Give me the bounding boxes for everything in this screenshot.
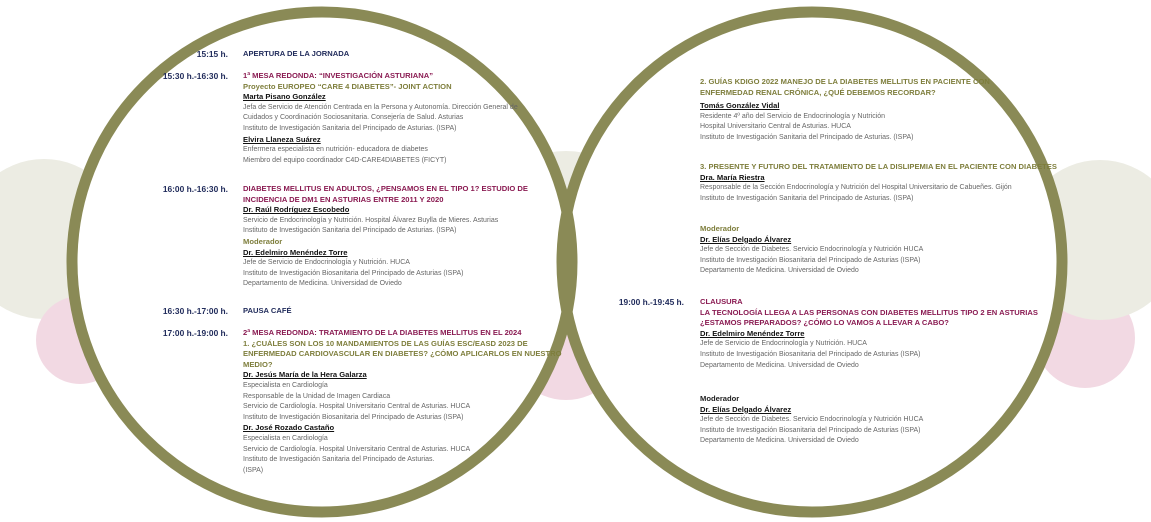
time-pausa: 16:30 h.-17:00 h. — [162, 306, 228, 316]
speaker-affiliation: Instituto de Investigación Biosanitaria del Principado de Asturias (ISPA) — [243, 413, 464, 421]
speaker-affiliation: Instituto de Investigación Sanitaria del Principado de Asturias. (ISPA) — [243, 227, 457, 235]
session-title: 2. GUÍAS KDIGO 2022 MANEJO DE LA DIABETES MELLITUS EN PACIENTE CON — [700, 77, 990, 86]
session-subtitle: MEDIO? — [243, 359, 273, 369]
moderator-affiliation: Departamento de Medicina. Universidad de Oviedo — [700, 267, 859, 275]
speaker-name: Tomás González Vidal — [700, 101, 780, 111]
session-dm1-talk — [243, 184, 528, 290]
session-dislipemia — [700, 162, 1057, 204]
moderator-affiliation: Instituto de Investigación Biosanitaria del Principado de Asturias (ISPA) — [700, 426, 921, 434]
session-title: DIABETES MELLITUS EN ADULTOS, ¿PENSAMOS EN EL TIPO 1? ESTUDIO DE — [243, 184, 528, 193]
speaker-affiliation: Servicio de Endocrinología y Nutrición. Hospital Álvarez Buylla de Mieres. Asturias — [243, 216, 499, 224]
session-title: 1ª MESA REDONDA: “INVESTIGACIÓN ASTURIANA” — [243, 71, 433, 80]
moderator-affiliation: Departamento de Medicina. Universidad de Oviedo — [243, 280, 402, 288]
session-title: APERTURA DE LA JORNADA — [243, 49, 350, 58]
session-title: CLAUSURA — [700, 297, 743, 306]
speaker-affiliation: Residente 4º año del Servicio de Endocrinología y Nutrición — [700, 112, 886, 120]
time-mesa-redonda-2: 17:00 h.-19:00 h. — [162, 328, 228, 338]
moderator-label: Moderador — [700, 224, 740, 233]
speaker-affiliation: Miembro del equipo coordinador C4D-CARE4DIABETES (FICYT) — [243, 156, 447, 164]
speaker-affiliation: Enfermera especialista en nutrición- educadora de diabetes — [243, 146, 428, 154]
moderator-name: Dr. Elías Delgado Álvarez — [700, 234, 792, 244]
session-title: 2ª MESA REDONDA: TRATAMIENTO DE LA DIABETES MELLITUS EN EL 2024 — [243, 328, 522, 337]
speaker-name: Dr. Jesús María de la Hera Galarza — [243, 370, 367, 380]
session-subtitle: ENFERMEDAD CARDIOVASCULAR EN DIABETES? ¿CÓMO APLICARLOS EN NUESTRO — [243, 349, 562, 359]
time-mesa-redonda-1: 15:30 h.-16:30 h. — [162, 71, 228, 81]
session-title: ¿ESTAMOS PREPARADOS? ¿CÓMO LO VAMOS A LLEVAR A CABO? — [700, 318, 949, 328]
moderator-affiliation: Instituto de Investigación Biosanitaria del Principado de Asturias (ISPA) — [700, 256, 921, 264]
speaker-affiliation: Servicio de Cardiología. Hospital Universitario Central de Asturias. HUCA — [243, 403, 471, 411]
speaker-affiliation: Instituto de Investigación Sanitaria del Principado de Asturias. — [243, 456, 435, 464]
speaker-affiliation: Hospital Universitario Central de Asturias. HUCA — [700, 123, 851, 131]
speaker-affiliation: Responsable de la Sección Endocrinología y Nutrición del Hospital Universitario de Cabueñes. Gijón — [700, 184, 1012, 192]
session-pausa — [243, 306, 292, 317]
speaker-name: Dra. María Riestra — [700, 172, 765, 182]
moderator-affiliation: Jefe de Sección de Diabetes. Servicio Endocrinología y Nutrición HUCA — [700, 416, 924, 424]
speaker-affiliation: Especialista en Cardiología — [243, 434, 328, 442]
session-title: 3. PRESENTE Y FUTURO DEL TRATAMIENTO DE LA DISLIPEMIA EN EL PACIENTE CON DIABETES — [700, 162, 1057, 171]
time-dm1-talk: 16:00 h.-16:30 h. — [162, 184, 228, 194]
moderator-affiliation: Departamento de Medicina. Universidad de Oviedo — [700, 437, 859, 445]
speaker-affiliation: Servicio de Cardiología. Hospital Universitario Central de Asturias. HUCA — [243, 445, 471, 453]
speaker-affiliation: Jefa de Servicio de Atención Centrada en la Persona y Autonomía. Dirección General de — [243, 103, 518, 111]
session-mesa-redonda-1 — [243, 71, 518, 166]
moderator-name: Dr. Edelmiro Menéndez Torre — [243, 247, 348, 257]
moderator-label: Moderador — [243, 236, 283, 246]
time-clausura: 19:00 h.-19:45 h. — [618, 297, 684, 307]
speaker-affiliation: Departamento de Medicina. Universidad de Oviedo — [700, 361, 859, 369]
moderator-affiliation: Instituto de Investigación Biosanitaria del Principado de Asturias (ISPA) — [243, 269, 464, 277]
session-mesa-redonda-2 — [243, 328, 562, 476]
moderator-label: Moderador — [700, 394, 740, 403]
speaker-affiliation: Cuidados y Coordinación Sociosanitaria. Consejería de Salud. Asturias — [243, 114, 464, 122]
session-subtitle: 1. ¿CUÁLES SON LOS 10 MANDAMIENTOS DE LAS GUÍAS ESC/EASD 2023 DE — [243, 338, 528, 348]
session-kdigo — [700, 77, 990, 144]
speaker-affiliation: (ISPA) — [243, 466, 264, 474]
speaker-affiliation: Especialista en Cardiología — [243, 381, 328, 389]
session-title: LA TECNOLOGÍA LLEGA A LAS PERSONAS CON DIABETES MELLITUS TIPO 2 EN ASTURIAS — [700, 307, 1038, 317]
speaker-name: Dr. Edelmiro Menéndez Torre — [700, 328, 805, 338]
session-title: ENFERMEDAD RENAL CRÓNICA, ¿QUÉ DEBEMOS RECORDAR? — [700, 87, 936, 97]
speaker-name: Elvira Llaneza Suárez — [243, 134, 321, 144]
session-subtitle: Proyecto EUROPEO “CARE 4 DIABETES”- JOINT ACTION — [243, 81, 452, 91]
session-title: INCIDENCIA DE DM1 EN ASTURIAS ENTRE 2011 Y 2020 — [243, 194, 444, 204]
speaker-name: Dr. José Rozado Castaño — [243, 423, 335, 433]
session-title: PAUSA CAFÉ — [243, 306, 292, 315]
time-apertura: 15:15 h. — [196, 49, 228, 59]
speaker-affiliation: Responsable de la Unidad de Imagen Cardiaca — [243, 392, 391, 400]
speaker-affiliation: Instituto de Investigación Sanitaria del Principado de Asturias. (ISPA) — [700, 133, 914, 141]
session-apertura — [243, 49, 349, 60]
session-clausura — [700, 297, 1038, 371]
speaker-name: Dr. Raúl Rodríguez Escobedo — [243, 205, 350, 215]
speaker-affiliation: Jefe de Servicio de Endocrinología y Nutrición. HUCA — [700, 340, 867, 348]
speaker-affiliation: Instituto de Investigación Biosanitaria del Principado de Asturias (ISPA) — [700, 350, 921, 358]
speaker-affiliation: Instituto de Investigación Sanitaria del Principado de Asturias. (ISPA) — [243, 124, 457, 132]
moderator-block-1 — [700, 224, 923, 277]
moderator-affiliation: Jefe de Servicio de Endocrinología y Nutrición. HUCA — [243, 259, 410, 267]
moderator-block-2 — [700, 394, 923, 447]
moderator-name: Dr. Elías Delgado Álvarez — [700, 404, 792, 414]
speaker-affiliation: Instituto de Investigación Sanitaria del Principado de Asturias. (ISPA) — [700, 194, 914, 202]
speaker-name: Marta Pisano González — [243, 92, 326, 102]
moderator-affiliation: Jefe de Sección de Diabetes. Servicio Endocrinología y Nutrición HUCA — [700, 246, 924, 254]
